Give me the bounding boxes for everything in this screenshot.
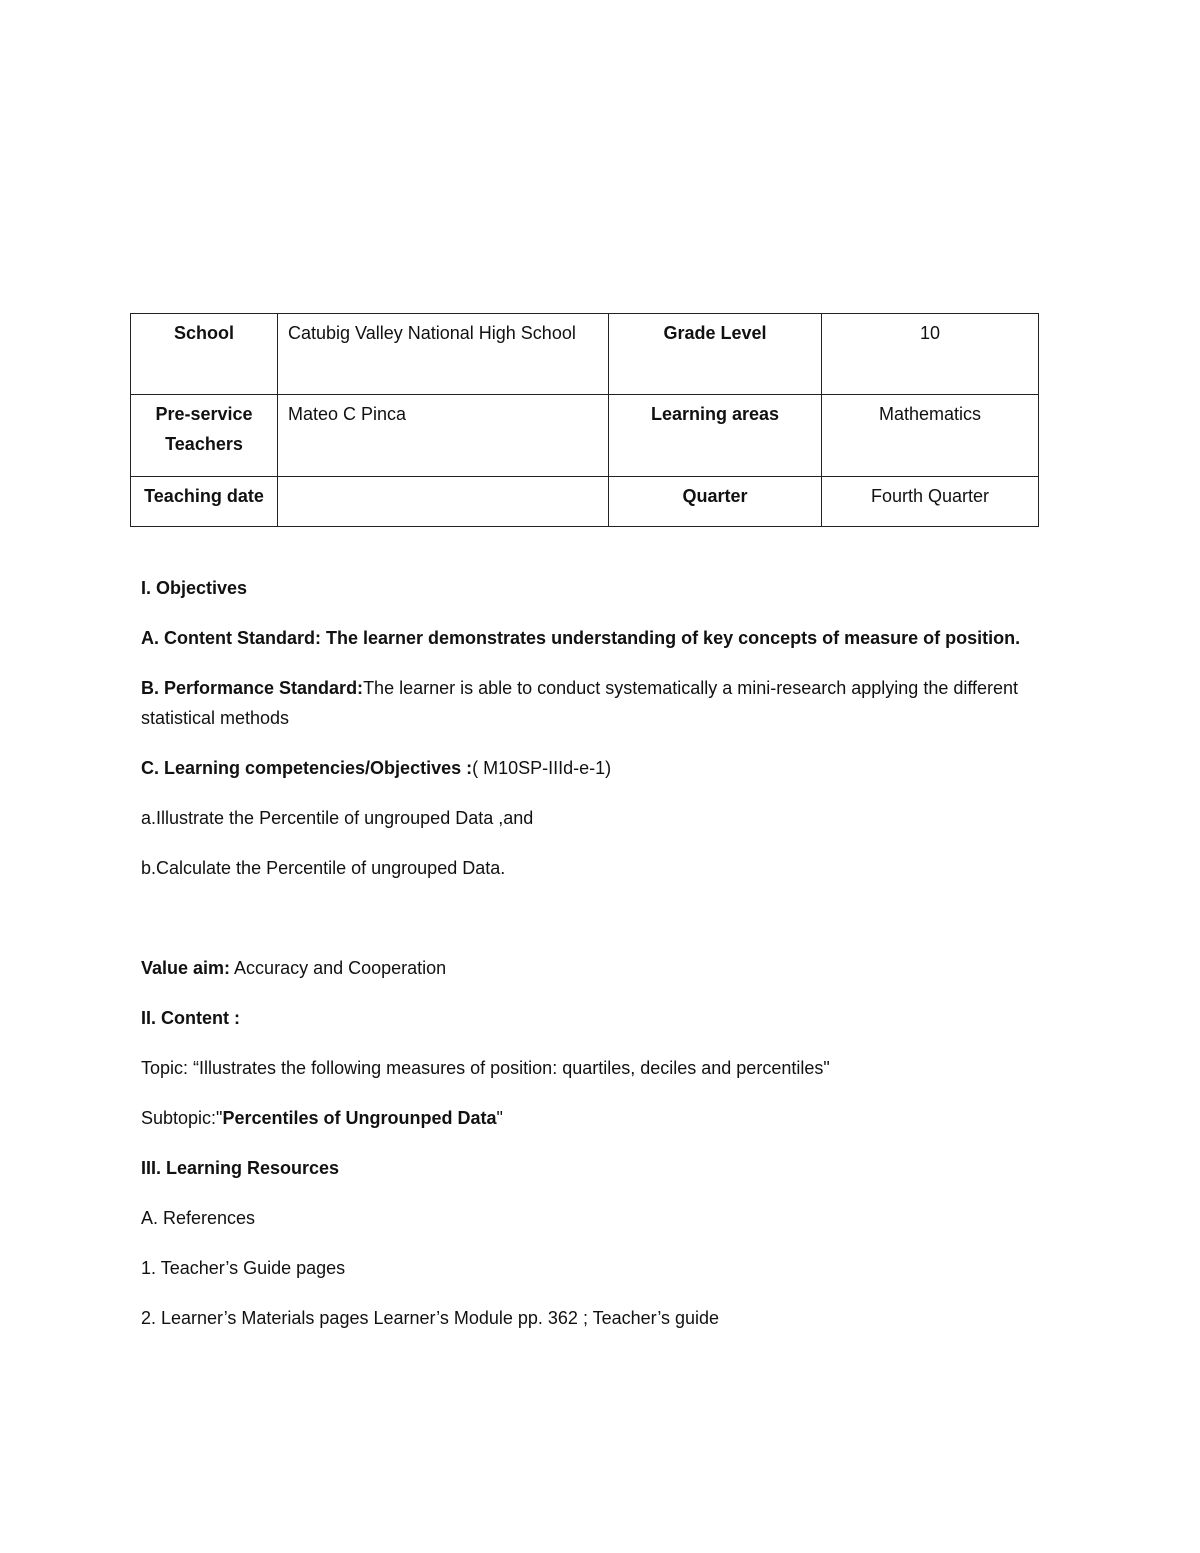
teaching-date-value xyxy=(278,477,609,527)
content-standard: A. Content Standard: The learner demonstrates understanding of key concepts of measure of position. xyxy=(141,628,1021,648)
learning-competencies-code: ( M10SP-IIId-e-1) xyxy=(472,758,612,778)
lesson-body xyxy=(141,573,1041,1333)
learning-competencies xyxy=(141,753,1041,783)
objective-b: b.Calculate the Percentile of ungrouped Data. xyxy=(141,858,506,878)
subtopic-end: " xyxy=(496,1108,503,1128)
subtopic xyxy=(141,1103,1041,1133)
performance-standard-label: B. Performance Standard: xyxy=(141,678,364,698)
references: A. References xyxy=(141,1208,256,1228)
subtopic-value: Percentiles of Ungrounped Data xyxy=(222,1108,497,1128)
table-row xyxy=(131,314,1039,395)
teaching-date-label: Teaching date xyxy=(131,477,278,527)
topic: Topic: “Illustrates the following measures of position: quartiles, deciles and percentiles" xyxy=(141,1058,830,1078)
learning-areas-label: Learning areas xyxy=(609,395,822,477)
table-row xyxy=(131,477,1039,527)
table-row xyxy=(131,395,1039,477)
performance-standard-text: The learner is able to conduct systematically a mini-research applying the different statistical methods xyxy=(141,678,1019,728)
resource-item-1: 1. Teacher’s Guide pages xyxy=(141,1258,346,1278)
learning-competencies-label: C. Learning competencies/Objectives : xyxy=(141,758,473,778)
resource-item-2: 2. Learner’s Materials pages Learner’s Module pp. 362 ; Teacher’s guide xyxy=(141,1308,720,1328)
performance-standard xyxy=(141,673,1041,733)
teachers-value: Mateo C Pinca xyxy=(278,395,609,477)
subtopic-label: Subtopic:" xyxy=(141,1108,223,1128)
content-heading: II. Content : xyxy=(141,1008,240,1028)
learning-resources-heading: III. Learning Resources xyxy=(141,1158,340,1178)
learning-areas-value: Mathematics xyxy=(822,395,1039,477)
quarter-value: Fourth Quarter xyxy=(822,477,1039,527)
grade-level-label: Grade Level xyxy=(609,314,822,395)
grade-level-value: 10 xyxy=(822,314,1039,395)
objectives-heading: I. Objectives xyxy=(141,578,248,598)
value-aim-label: Value aim: xyxy=(141,958,231,978)
value-aim-text: Accuracy and Cooperation xyxy=(230,958,447,978)
lesson-info-table xyxy=(130,313,1039,527)
value-aim xyxy=(141,953,1041,983)
school-value: Catubig Valley National High School xyxy=(278,314,609,395)
teachers-label: Pre-service Teachers xyxy=(131,395,278,477)
objective-a: a.Illustrate the Percentile of ungrouped Data ,and xyxy=(141,808,534,828)
school-label: School xyxy=(131,314,278,395)
quarter-label: Quarter xyxy=(609,477,822,527)
